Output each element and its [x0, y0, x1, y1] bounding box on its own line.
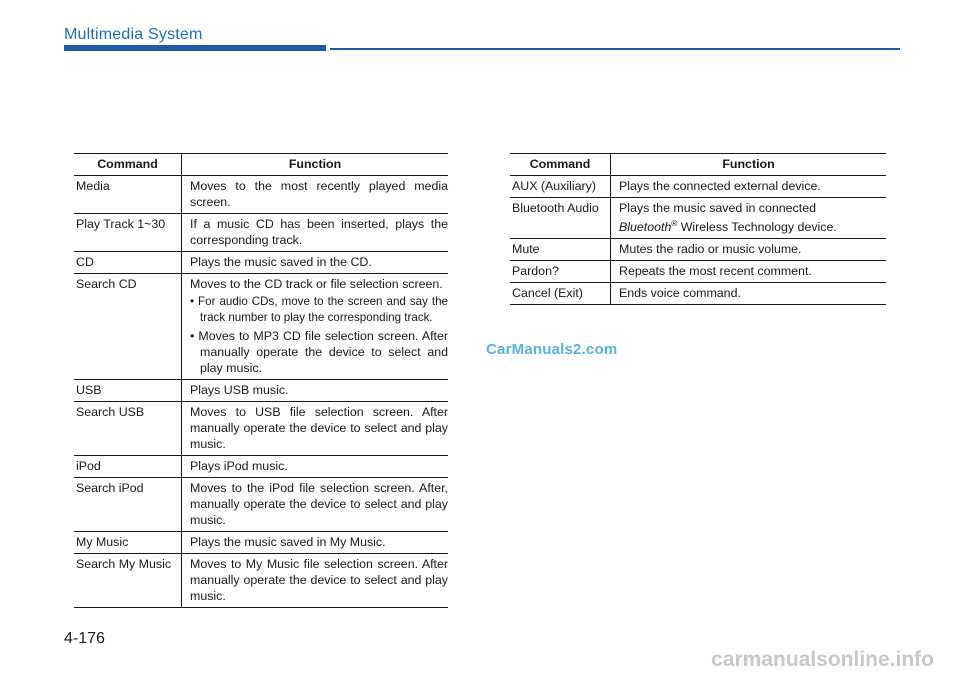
column-header-function: Function	[611, 154, 887, 176]
table-row	[74, 214, 448, 252]
command-cell: USB	[74, 380, 182, 402]
function-cell: Plays the music saved in My Music.	[182, 532, 449, 554]
section-title: Multimedia System	[64, 26, 203, 43]
function-cell: Moves to the iPod file selection screen. After, manually operate the device to select and play music.	[182, 478, 449, 532]
command-cell: Media	[74, 176, 182, 214]
table-row	[510, 176, 886, 198]
column-header-command: Command	[74, 154, 182, 176]
table-row	[74, 274, 448, 380]
bullet-note: • For audio CDs, move to the screen and say the track number to play the corresponding track.	[190, 295, 448, 324]
table-row	[510, 261, 886, 283]
function-cell	[611, 198, 887, 239]
function-cell: If a music CD has been inserted, plays the corresponding track.	[182, 214, 449, 252]
function-cell: Plays the music saved in the CD.	[182, 252, 449, 274]
command-cell: Mute	[510, 239, 611, 261]
command-cell: AUX (Auxiliary)	[510, 176, 611, 198]
function-cell: Plays iPod music.	[182, 456, 449, 478]
bullet-note: • Moves to MP3 CD file selection screen. After manually operate the device to select and play music.	[190, 329, 448, 375]
command-cell: Search iPod	[74, 478, 182, 532]
command-cell: Play Track 1~30	[74, 214, 182, 252]
function-cell: Ends voice command.	[611, 283, 887, 305]
function-text: Wireless Technology device.	[677, 220, 837, 235]
function-cell: Repeats the most recent comment.	[611, 261, 887, 283]
table-row	[74, 478, 448, 532]
function-text: Moves to the CD track or file selection screen.	[190, 277, 443, 291]
command-cell: Bluetooth Audio	[510, 198, 611, 239]
table-row	[510, 198, 886, 239]
watermark-link[interactable]: CarManuals2.com	[486, 341, 618, 358]
table-row	[510, 239, 886, 261]
footer-watermark-link[interactable]: carmanualsonline.info	[711, 648, 934, 671]
page-number: 4-176	[64, 630, 105, 647]
command-cell: Search CD	[74, 274, 182, 380]
header-rule-accent	[64, 45, 326, 51]
table-row	[74, 402, 448, 456]
function-text: Plays the music saved in connected	[619, 201, 816, 215]
function-cell: Mutes the radio or music volume.	[611, 239, 887, 261]
bluetooth-brand: Bluetooth	[619, 220, 672, 235]
column-header-command: Command	[510, 154, 611, 176]
voice-command-table-right	[510, 153, 886, 305]
column-header-function: Function	[182, 154, 449, 176]
table-row	[74, 456, 448, 478]
function-cell	[182, 274, 449, 380]
table-row	[74, 554, 448, 608]
registered-mark: ®	[671, 219, 678, 228]
function-cell: Plays the connected external device.	[611, 176, 887, 198]
table-header-row	[74, 154, 448, 176]
table-row	[510, 283, 886, 305]
header-rule	[330, 48, 900, 50]
command-cell: My Music	[74, 532, 182, 554]
command-cell: Pardon?	[510, 261, 611, 283]
table-row	[74, 532, 448, 554]
function-cell: Moves to USB file selection screen. After manually operate the device to select and play music.	[182, 402, 449, 456]
command-cell: Search USB	[74, 402, 182, 456]
function-cell: Plays USB music.	[182, 380, 449, 402]
command-cell: Cancel (Exit)	[510, 283, 611, 305]
function-cell: Moves to the most recently played media screen.	[182, 176, 449, 214]
table-row	[74, 176, 448, 214]
command-cell: CD	[74, 252, 182, 274]
table-row	[74, 252, 448, 274]
command-cell: iPod	[74, 456, 182, 478]
function-cell: Moves to My Music file selection screen. After manually operate the device to select and play music.	[182, 554, 449, 608]
table-row	[74, 380, 448, 402]
command-cell: Search My Music	[74, 554, 182, 608]
table-header-row	[510, 154, 886, 176]
voice-command-table-left	[74, 153, 448, 608]
